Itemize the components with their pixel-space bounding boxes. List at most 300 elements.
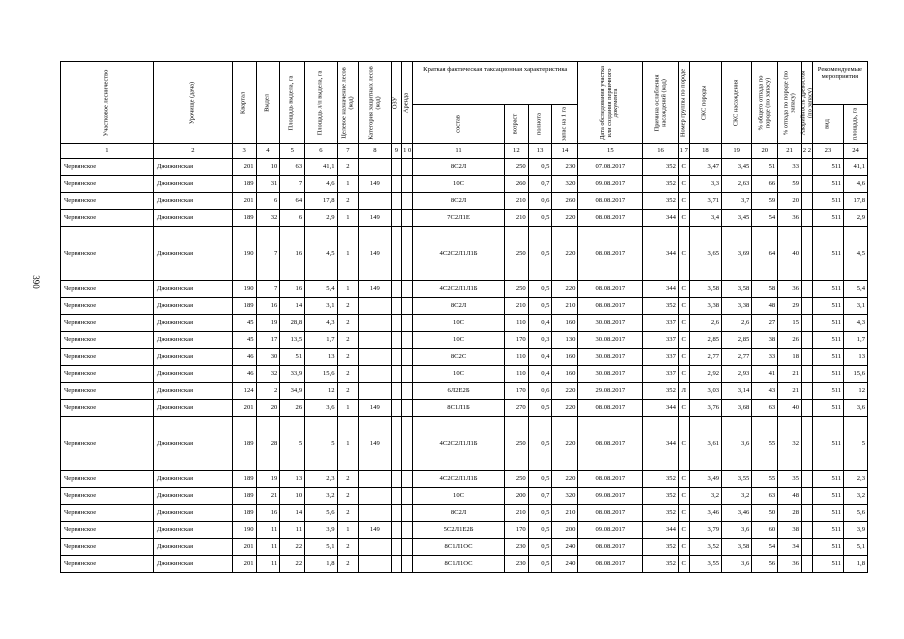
table-cell [359,298,391,315]
table-cell: 4,3 [305,315,337,332]
table-cell: 16 [256,298,280,315]
table-cell: 352 [643,176,679,193]
table-cell [402,176,413,193]
table-cell: 0,6 [528,193,552,210]
table-cell: 36 [778,281,802,298]
table-cell [801,522,812,539]
table-cell: 5,4 [844,281,868,298]
page-number-text: 390 [31,275,41,289]
table-cell: 29 [778,298,802,315]
table-cell [402,471,413,488]
table-cell: 12 [305,383,337,400]
table-cell: 149 [359,400,391,417]
table-cell: 10С [413,366,505,383]
table-body [61,159,868,573]
table-cell: Червянское [61,400,154,417]
table-cell: 201 [232,556,256,573]
table-cell: 1 [337,400,359,417]
table-cell: 40 [778,227,802,281]
table-cell [402,417,413,471]
table-cell [359,505,391,522]
table-cell: 1 [337,210,359,227]
table-cell: 337 [643,349,679,366]
table-row [61,281,868,298]
header-lease: Аренда [402,62,413,144]
table-row [61,417,868,471]
table-cell: 0,4 [528,366,552,383]
table-cell: 11 [256,539,280,556]
table-cell: 2 [337,505,359,522]
table-cell [391,522,402,539]
table-cell: С [678,281,689,298]
table-cell: 3,71 [689,193,721,210]
table-cell: 21 [778,366,802,383]
table-cell: 200 [552,522,578,539]
header-sks-species: СКС породы [689,62,721,144]
table-cell: 511 [812,193,843,210]
table-row [61,366,868,383]
table-cell: 250 [504,281,528,298]
table-cell: 08.08.2017 [578,556,643,573]
table-cell: 63 [752,400,778,417]
table-cell: 3,9 [305,522,337,539]
table-cell: 189 [232,471,256,488]
table-cell: 270 [504,400,528,417]
table-cell: 55 [752,471,778,488]
table-cell [801,227,812,281]
table-cell [402,488,413,505]
table-row [61,159,868,176]
table-cell: 26 [280,400,305,417]
table-row [61,505,868,522]
table-cell: 220 [552,383,578,400]
table-cell: 2 [337,488,359,505]
table-cell: С [678,159,689,176]
table-cell: 43 [752,383,778,400]
table-cell: 3,6 [722,522,752,539]
table-cell: 0,7 [528,176,552,193]
table-cell: 8С1Л1Б [413,400,505,417]
table-cell: Джижинская [153,349,232,366]
table-cell: Червянское [61,176,154,193]
table-row [61,522,868,539]
table-cell: Джижинская [153,400,232,417]
table-cell: 16 [280,281,305,298]
table-cell: 27 [752,315,778,332]
table-cell: 55 [752,417,778,471]
table-cell: 0,5 [528,210,552,227]
table-cell: 2,77 [689,349,721,366]
table-cell: 260 [504,176,528,193]
table-cell [801,417,812,471]
table-row [61,556,868,573]
table-cell [402,505,413,522]
table-cell [391,159,402,176]
table-cell: 46 [232,366,256,383]
table-cell: С [678,298,689,315]
table-cell: 4,5 [844,227,868,281]
table-cell [801,281,812,298]
table-cell: 1,8 [844,556,868,573]
table-cell: 0,5 [528,471,552,488]
table-cell: Червянское [61,281,154,298]
page-number [30,270,42,294]
table-cell: 511 [812,556,843,573]
table-cell: 3,65 [689,227,721,281]
table-cell: 352 [643,488,679,505]
table-row [61,315,868,332]
table-cell: С [678,366,689,383]
header-taxation-group: Краткая фактическая таксационная характеристика [413,62,578,105]
table-cell: 4,6 [844,176,868,193]
table-row [61,332,868,349]
table-cell: 1 [337,281,359,298]
table-cell [391,417,402,471]
header-total-dieoff: % общего отпада по породе (по запасу) [752,62,778,144]
table-cell: 3,3 [689,176,721,193]
table-cell [391,298,402,315]
table-cell: 10С [413,315,505,332]
table-cell: 7 [256,281,280,298]
table-cell: С [678,332,689,349]
table-cell: Джижинская [153,366,232,383]
table-cell [801,315,812,332]
table-cell: 3,49 [689,471,721,488]
table-cell: 6 [256,193,280,210]
header-inspection-date: Дата обследования участка или создания первичного документа [578,62,643,144]
table-cell: 59 [778,176,802,193]
table-cell: Джижинская [153,159,232,176]
table-cell: 511 [812,315,843,332]
table-cell [359,366,391,383]
table-cell: 124 [232,383,256,400]
table-cell: Джижинская [153,417,232,471]
column-number: 9 [391,144,402,159]
table-cell: 250 [504,417,528,471]
table-cell: 5 [280,417,305,471]
table-cell: 2,6 [689,315,721,332]
header-lp-area: Площадь л/п выдела, га [305,62,337,144]
table-cell: 0,3 [528,332,552,349]
header-stock: запас на 1 га [552,105,578,144]
table-cell: 149 [359,417,391,471]
table-cell: 0,4 [528,349,552,366]
table-cell [391,366,402,383]
table-cell: 337 [643,366,679,383]
table-cell [402,159,413,176]
table-cell: 7 [256,227,280,281]
table-cell: 21 [256,488,280,505]
table-cell: 0,5 [528,298,552,315]
table-cell: 240 [552,539,578,556]
table-cell: 2,3 [844,471,868,488]
header-tract: Урочище (дача) [153,62,232,144]
forest-inspection-table [60,61,868,573]
table-cell: 0,5 [528,417,552,471]
table-cell: С [678,210,689,227]
table-cell: 58 [752,281,778,298]
table-cell: 250 [504,159,528,176]
column-number: 2 [153,144,232,159]
table-cell [391,471,402,488]
table-cell [402,193,413,210]
table-cell: 09.08.2017 [578,176,643,193]
table-cell: 3,52 [689,539,721,556]
table-cell: 13 [305,349,337,366]
table-cell: 21 [778,383,802,400]
table-cell: 220 [552,400,578,417]
table-cell: Джижинская [153,210,232,227]
table-cell: 352 [643,193,679,210]
table-cell [402,210,413,227]
table-cell: 26 [778,332,802,349]
column-number: 8 [359,144,391,159]
table-cell [391,227,402,281]
table-cell: Червянское [61,505,154,522]
table-cell: 41 [752,366,778,383]
table-cell: 3,2 [689,488,721,505]
table-cell: Червянское [61,227,154,281]
table-cell: 2 [337,332,359,349]
table-cell: 2 [337,193,359,210]
column-number: 11 [413,144,505,159]
table-cell: 0,5 [528,400,552,417]
table-cell: 511 [812,539,843,556]
table-cell: 22 [280,556,305,573]
table-cell: 41,1 [305,159,337,176]
table-cell: 2 [337,383,359,400]
table-cell [391,383,402,400]
table-cell: 3,2 [844,488,868,505]
table-cell [801,400,812,417]
table-cell: 320 [552,488,578,505]
column-number: 6 [305,144,337,159]
header-sks-stand: СКС насаждения [722,62,752,144]
column-number: 1 0 [402,144,413,159]
table-cell: С [678,488,689,505]
table-cell: 352 [643,159,679,176]
table-cell: 5 [844,417,868,471]
header-age: возраст [504,105,528,144]
table-cell: Червянское [61,417,154,471]
table-cell: 34,9 [280,383,305,400]
table-cell: 10 [256,159,280,176]
table-cell: 38 [752,332,778,349]
table-cell: 511 [812,383,843,400]
table-cell: 2,92 [689,366,721,383]
table-cell: 30.08.2017 [578,366,643,383]
table-cell: 14 [280,505,305,522]
table-cell: 7С2Л1Е [413,210,505,227]
column-number: 15 [578,144,643,159]
table-cell: 60 [752,522,778,539]
table-cell: 4С2С2Л1Л1Б [413,227,505,281]
table-cell [359,349,391,366]
table-cell [801,471,812,488]
table-cell: 3,58 [689,281,721,298]
table-cell: 220 [552,281,578,298]
table-cell: 36 [778,210,802,227]
table-cell: 1,7 [844,332,868,349]
table-cell: С [678,556,689,573]
table-cell [359,332,391,349]
table-cell: 51 [752,159,778,176]
column-number: 3 [232,144,256,159]
table-cell: 63 [752,488,778,505]
table-cell: 190 [232,281,256,298]
table-cell: 352 [643,298,679,315]
column-number: 5 [280,144,305,159]
table-cell: 3,55 [689,556,721,573]
table-cell: 32 [256,366,280,383]
table-cell [359,383,391,400]
table-row [61,471,868,488]
table-cell [391,556,402,573]
table-cell: 48 [778,488,802,505]
table-cell: 36 [778,556,802,573]
table-cell: 2,93 [722,366,752,383]
table-cell: 1 [337,417,359,471]
column-number: 16 [643,144,679,159]
table-cell: 10С [413,488,505,505]
table-cell: 0,5 [528,159,552,176]
table-cell: 17,8 [844,193,868,210]
table-cell [801,298,812,315]
table-cell: 210 [504,210,528,227]
table-cell [801,366,812,383]
table-cell: 10 [280,488,305,505]
table-cell: 201 [232,159,256,176]
table-cell: 5,6 [305,505,337,522]
table-cell: 35 [778,471,802,488]
table-cell: Джижинская [153,488,232,505]
table-cell: Червянское [61,471,154,488]
table-cell: 344 [643,417,679,471]
table-cell: 07.08.2017 [578,159,643,176]
table-cell [801,176,812,193]
table-cell: 2,77 [722,349,752,366]
table-cell: 210 [504,505,528,522]
table-cell: 6 [280,210,305,227]
header-weakening-cause: Причина ослабления насаждений (код) [643,62,679,144]
column-number: 4 [256,144,280,159]
table-cell: 5 [305,417,337,471]
table-cell: 2 [337,366,359,383]
table-cell: 15 [778,315,802,332]
table-cell [391,210,402,227]
table-cell: 12 [844,383,868,400]
table-cell: 09.08.2017 [578,522,643,539]
header-measure-type: вид [812,105,843,144]
table-cell: 230 [552,159,578,176]
table-cell: 19 [256,471,280,488]
table-cell: 54 [752,210,778,227]
table-cell [402,400,413,417]
table-cell: 0,5 [528,505,552,522]
table-cell: 30 [256,349,280,366]
table-cell: 511 [812,159,843,176]
table-cell: 170 [504,332,528,349]
table-cell: 20 [778,193,802,210]
table-cell: 337 [643,332,679,349]
table-cell: Червянское [61,349,154,366]
table-cell: 220 [552,417,578,471]
table-cell: 0,5 [528,522,552,539]
table-cell: 3,1 [844,298,868,315]
table-cell: 149 [359,522,391,539]
table-cell [801,556,812,573]
column-number: 20 [752,144,778,159]
table-cell: 4,5 [305,227,337,281]
table-cell: 28,8 [280,315,305,332]
table-cell: Червянское [61,383,154,400]
table-cell: 2,63 [722,176,752,193]
header-density: полнота [528,105,552,144]
table-cell: 3,61 [689,417,721,471]
table-cell: 09.08.2017 [578,488,643,505]
table-cell: 352 [643,539,679,556]
table-cell: 511 [812,366,843,383]
table-cell: С [678,400,689,417]
table-cell: 3,58 [722,539,752,556]
table-cell: 2 [337,349,359,366]
table-cell: 31 [256,176,280,193]
table-cell: 08.08.2017 [578,505,643,522]
table-cell: 2,85 [689,332,721,349]
table-cell [402,315,413,332]
table-cell: 3,45 [722,210,752,227]
table-cell: 3,79 [689,522,721,539]
table-cell: Л [678,383,689,400]
table-cell [801,383,812,400]
table-cell: 170 [504,383,528,400]
table-cell: 3,7 [722,193,752,210]
table-cell [402,281,413,298]
table-cell: 8С1Л1ОС [413,556,505,573]
table-cell: 2 [337,471,359,488]
table-cell: 08.08.2017 [578,281,643,298]
table-cell [359,159,391,176]
table-cell: 3,6 [722,417,752,471]
table-cell: 8С2Л [413,505,505,522]
table-cell [391,193,402,210]
table-cell: 54 [752,539,778,556]
table-cell: 08.08.2017 [578,417,643,471]
table-cell: 511 [812,400,843,417]
table-cell: Червянское [61,315,154,332]
table-cell: 250 [504,227,528,281]
table-cell: 511 [812,505,843,522]
table-cell: 201 [232,539,256,556]
table-cell [359,193,391,210]
table-cell: 48 [752,298,778,315]
table-cell: Джижинская [153,193,232,210]
header-species-group: Номер группы по породе [678,62,689,144]
table-cell: 352 [643,471,679,488]
table-cell: 200 [504,488,528,505]
table-cell: Червянское [61,193,154,210]
table-cell: 32 [256,210,280,227]
table-cell: 2,9 [305,210,337,227]
table-cell: С [678,471,689,488]
table-cell: 201 [232,400,256,417]
table-cell: 344 [643,281,679,298]
table-cell [391,539,402,556]
table-cell: 33 [778,159,802,176]
table-cell: С [678,193,689,210]
table-cell: 0,5 [528,281,552,298]
table-cell: 3,69 [722,227,752,281]
